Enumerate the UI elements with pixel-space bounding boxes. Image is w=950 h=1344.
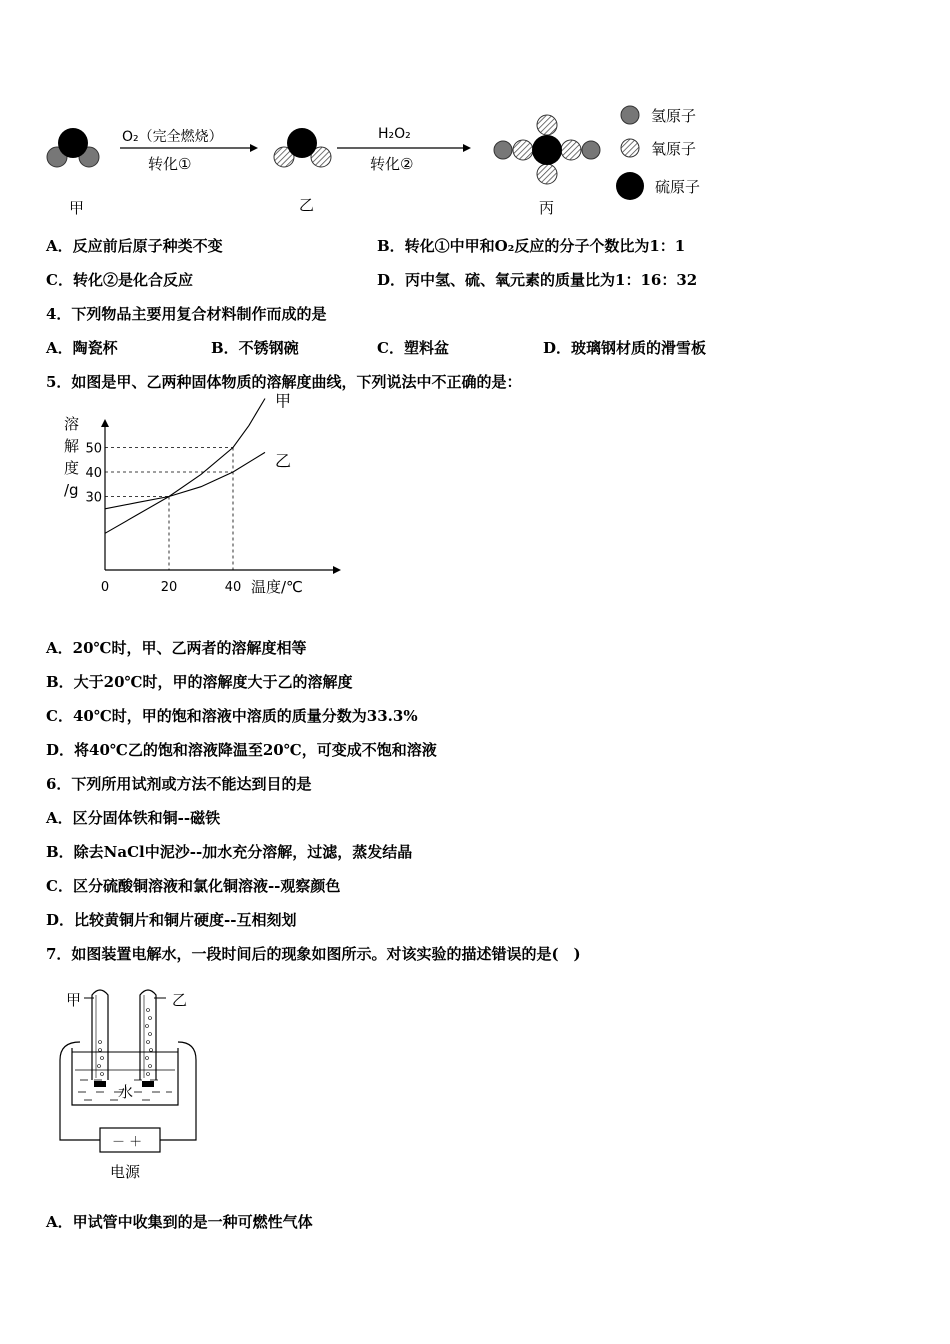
arrow1-bottom-label: 转化① <box>148 155 192 173</box>
series-line-0 <box>105 399 265 534</box>
series-label-0: 甲 <box>275 391 292 411</box>
arrow2-bottom-label: 转化② <box>370 155 414 173</box>
molecule-bing <box>494 115 600 184</box>
x-tick-label-0: 0 <box>100 580 110 595</box>
q5-option-a: A．20℃时，甲、乙两者的溶解度相等 <box>46 639 307 657</box>
q4-stem: 4．下列物品主要用复合材料制作而成的是 <box>46 305 327 323</box>
q7-stem: 7．如图装置电解水，一段时间后的现象如图所示。对该实验的描述错误的是( ) <box>46 945 581 963</box>
molecule-yi <box>274 128 331 167</box>
legend-h-label: 氢原子 <box>651 107 697 125</box>
y-axis-label-part-1: 解 <box>64 437 80 455</box>
label-bing: 丙 <box>539 199 555 217</box>
y-axis-label-part-2: 度 <box>64 459 80 477</box>
q3-option-d: D．丙中氢、硫、氧元素的质量比为1：16：32 <box>377 271 698 289</box>
tube-yi-label: 乙 <box>172 991 188 1009</box>
x-tick-label-1: 20 <box>160 580 178 595</box>
legend-s-label: 硫原子 <box>655 178 701 196</box>
q5-option-c: C．40℃时，甲的饱和溶液中溶质的质量分数为33.3% <box>46 707 418 725</box>
q4-option-d: D．玻璃钢材质的滑雪板 <box>543 339 707 357</box>
water-label: 水 <box>118 1083 134 1101</box>
y-tick-label-2: 50 <box>85 441 102 457</box>
series-line-1 <box>105 452 265 508</box>
q5-option-d: D．将40℃乙的饱和溶液降温至20℃，可变成不饱和溶液 <box>46 741 437 759</box>
q5-option-b: B．大于20℃时，甲的溶解度大于乙的溶解度 <box>46 673 353 691</box>
legend <box>616 106 644 200</box>
q5-stem: 5．如图是甲、乙两种固体物质的溶解度曲线，下列说法中不正确的是： <box>46 373 522 391</box>
molecule-jia <box>47 128 99 167</box>
arrow2-top-label: H₂O₂ <box>378 126 411 142</box>
q6-option-b: B．除去NaCl中泥沙--加水充分溶解，过滤，蒸发结晶 <box>46 843 413 861</box>
q6-option-c: C．区分硫酸铜溶液和氯化铜溶液--观察颜色 <box>46 877 341 895</box>
power-label: 电源 <box>110 1163 141 1181</box>
legend-s-icon <box>616 172 644 200</box>
label-jia: 甲 <box>69 199 85 217</box>
q4-option-a: A．陶瓷杯 <box>46 339 118 357</box>
x-tick-label-2: 40 <box>224 580 242 595</box>
arrow1-top-label: O₂（完全燃烧） <box>122 129 223 145</box>
legend-h-icon <box>621 106 639 124</box>
q3-option-b: B．转化①中甲和O₂反应的分子个数比为1：1 <box>377 237 686 255</box>
y-axis-label-part-3: /g <box>64 481 79 499</box>
solubility-chart <box>55 391 355 605</box>
legend-o-icon <box>621 139 639 157</box>
electrolysis-apparatus <box>50 980 210 1180</box>
y-axis-label-part-0: 溶 <box>64 415 80 433</box>
series-label-1: 乙 <box>275 451 292 471</box>
tube-jia-label: 甲 <box>66 991 82 1009</box>
q6-option-d: D．比较黄铜片和铜片硬度--互相刻划 <box>46 911 297 929</box>
tube-jia <box>92 990 108 1080</box>
tube-yi <box>140 990 156 1080</box>
q4-option-b: B．不锈钢碗 <box>211 339 299 357</box>
y-tick-label-0: 30 <box>85 490 102 506</box>
power-signs: － ＋ <box>112 1135 143 1150</box>
y-tick-label-1: 40 <box>85 466 102 481</box>
wire <box>60 1042 100 1140</box>
q6-option-a: A．区分固体铁和铜--磁铁 <box>46 809 221 827</box>
q6-stem: 6．下列所用试剂或方法不能达到目的是 <box>46 775 312 793</box>
legend-o-label: 氧原子 <box>651 140 697 158</box>
q7-option-a: A．甲试管中收集到的是一种可燃性气体 <box>46 1213 313 1231</box>
q3-option-a: A．反应前后原子种类不变 <box>46 237 223 255</box>
q3-option-c: C．转化②是化合反应 <box>46 271 193 289</box>
x-axis-label: 温度/℃ <box>251 578 303 596</box>
q4-option-c: C．塑料盆 <box>377 339 449 357</box>
label-yi: 乙 <box>299 196 315 214</box>
